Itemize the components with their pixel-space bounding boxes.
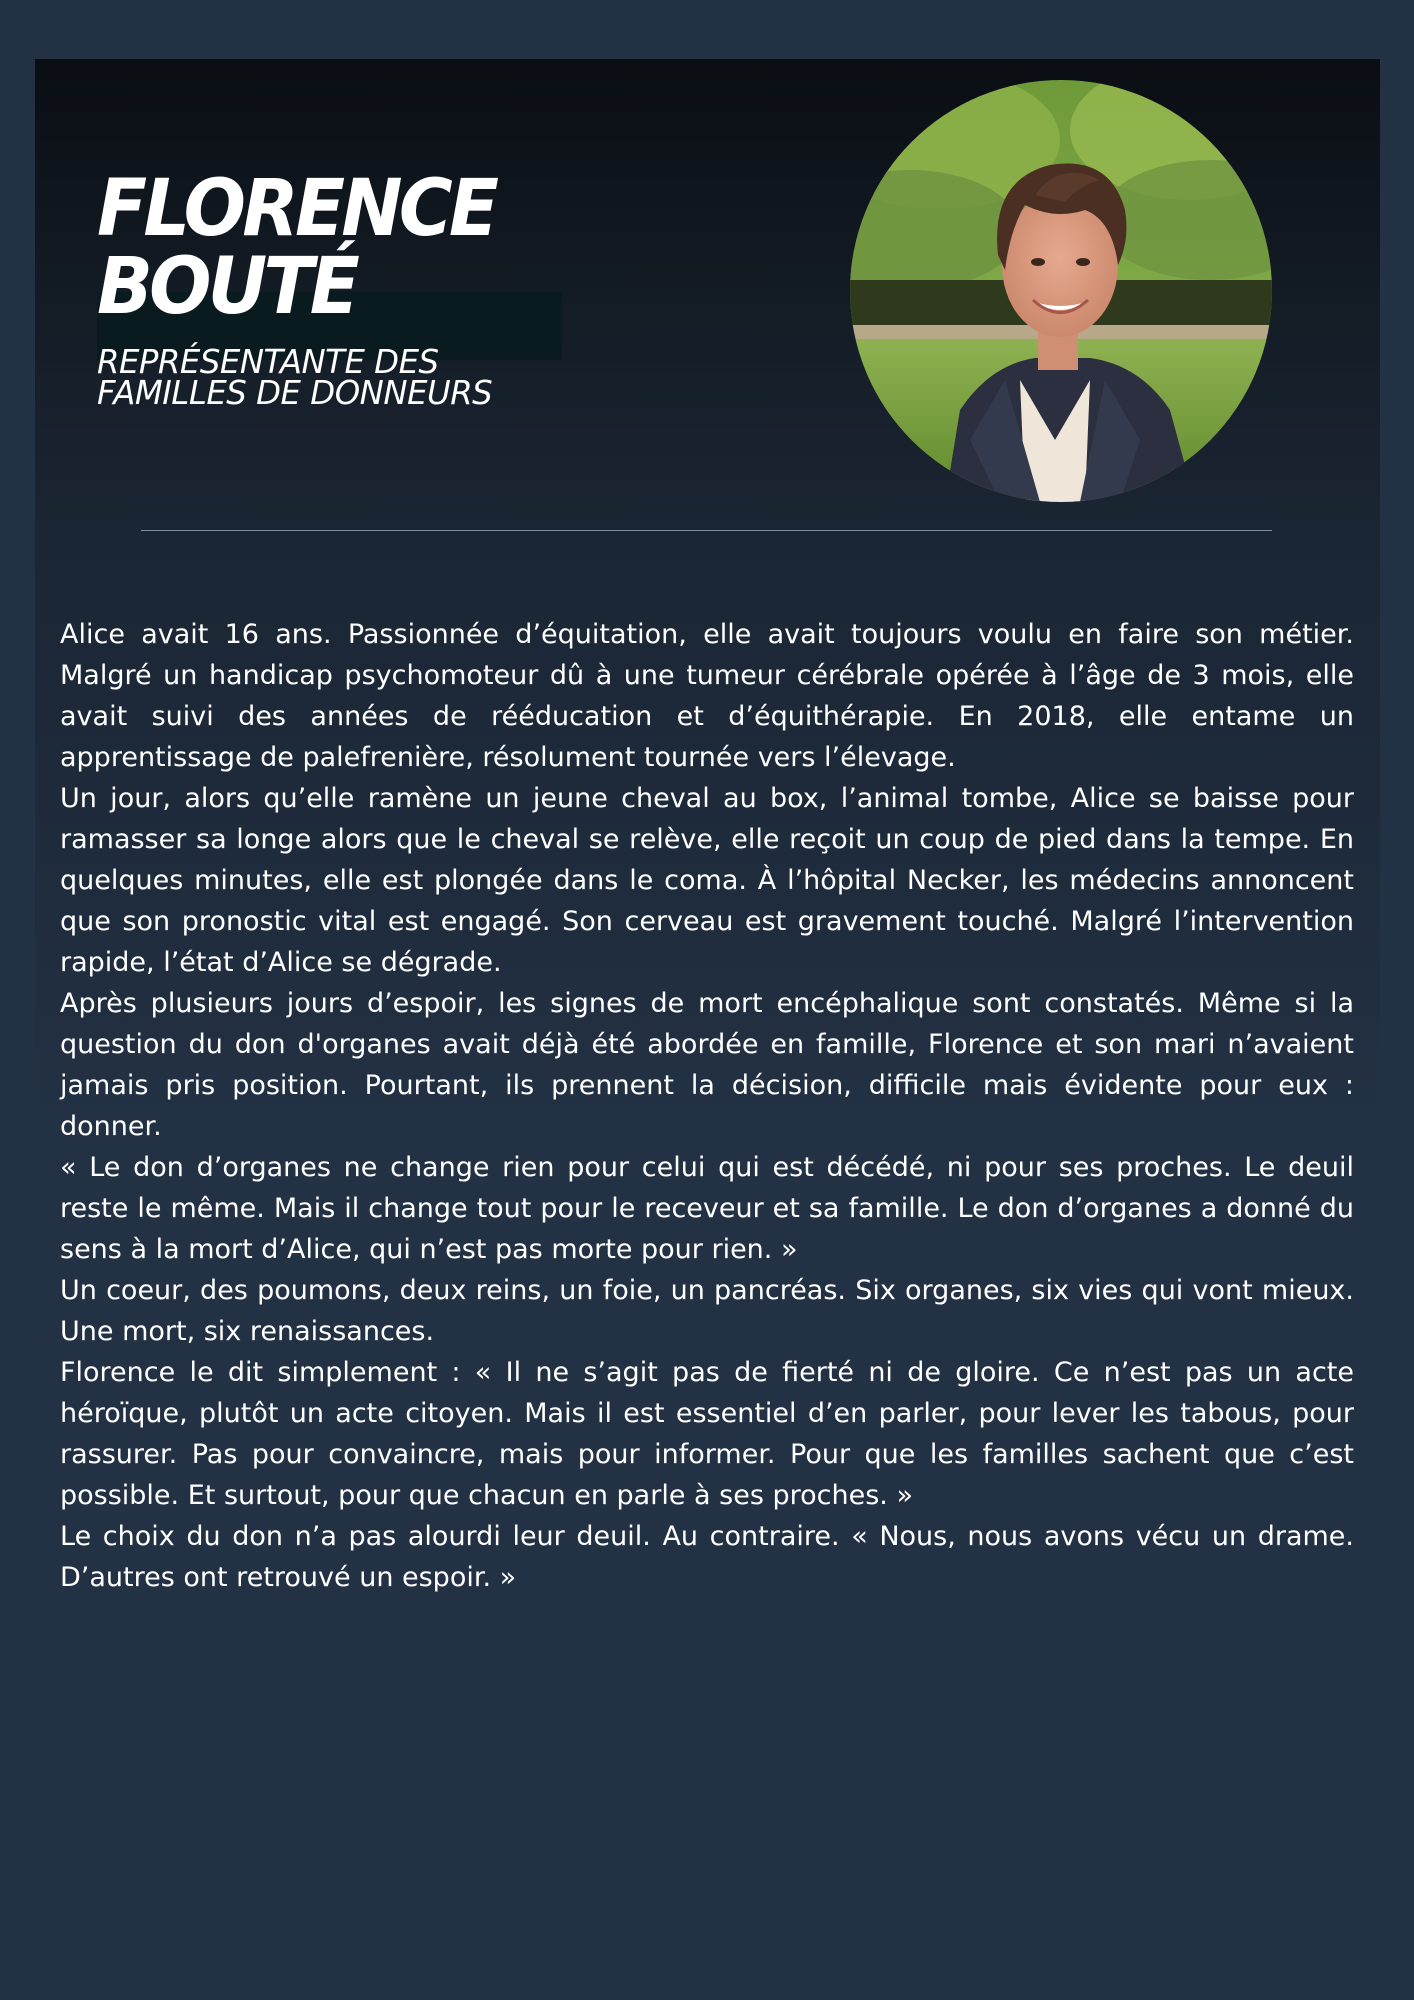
story-paragraph: Un coeur, des poumons, deux reins, un foie, un pancréas. Six organes, six vies qui vont mieux. Une mort, six renaissances. <box>60 1275 1354 1347</box>
person-role <box>97 342 567 412</box>
story-paragraph: Alice avait 16 ans. Passionnée d’équitation, elle avait toujours voulu en faire son métier. Malgré un handicap psychomoteur dû à une tumeur cérébrale opérée à l’âge de 3 mois, elle avait suivi des années de rééducation et d’équithérapie. En 2018, elle entame un apprentissage de palefrenière, résolument tournée vers l’élevage. <box>60 619 1354 773</box>
story-paragraph: Après plusieurs jours d’espoir, les signes de mort encéphalique sont constatés. Même si la question du don d'organes avait déjà été abordée en famille, Florence et son mari n’avaient jamais pris position. Pourtant, ils prennent la décision, difficile mais évidente pour eux : donner. <box>60 988 1354 1142</box>
role-line-2: FAMILLES DE DONNEURS <box>97 373 493 412</box>
portrait-photo <box>850 80 1272 502</box>
story-quote: « Le don d’organes ne change rien pour celui qui est décédé, ni pour ses proches. Le deuil reste le même. Mais il change tout pour le receveur et sa famille. Le don d’organes a donné du sens à la mort d’Alice, qui n’est pas morte pour rien. » <box>60 1152 1354 1265</box>
role-line-1: REPRÉSENTANTE DES <box>97 342 439 381</box>
title-block <box>97 164 577 412</box>
story-paragraph: Le choix du don n’a pas alourdi leur deuil. Au contraire. « Nous, nous avons vécu un drame. D’autres ont retrouvé un espoir. » <box>60 1521 1354 1593</box>
person-last-name: BOUTÉ <box>97 242 357 332</box>
portrait-illustration <box>850 80 1272 502</box>
story-text <box>60 614 1354 1598</box>
person-first-name: FLORENCE <box>97 164 496 254</box>
section-divider <box>141 530 1272 531</box>
story-paragraph: Florence le dit simplement : « Il ne s’agit pas de fierté ni de gloire. Ce n’est pas un acte héroïque, plutôt un acte citoyen. Mais il est essentiel d’en parler, pour lever les tabous, pour rassurer. Pas pour convaincre, mais pour informer. Pour que les familles sachent que c’est possible. Et surtout, pour que chacun en parle à ses proches. » <box>60 1357 1354 1511</box>
story-paragraph: Un jour, alors qu’elle ramène un jeune cheval au box, l’animal tombe, Alice se baisse pour ramasser sa longe alors que le cheval se relève, elle reçoit un coup de pied dans la tempe. En quelques minutes, elle est plongée dans le coma. À l’hôpital Necker, les médecins annoncent que son pronostic vital est engagé. Son cerveau est gravement touché. Malgré l’intervention rapide, l’état d’Alice se dégrade. <box>60 783 1354 978</box>
